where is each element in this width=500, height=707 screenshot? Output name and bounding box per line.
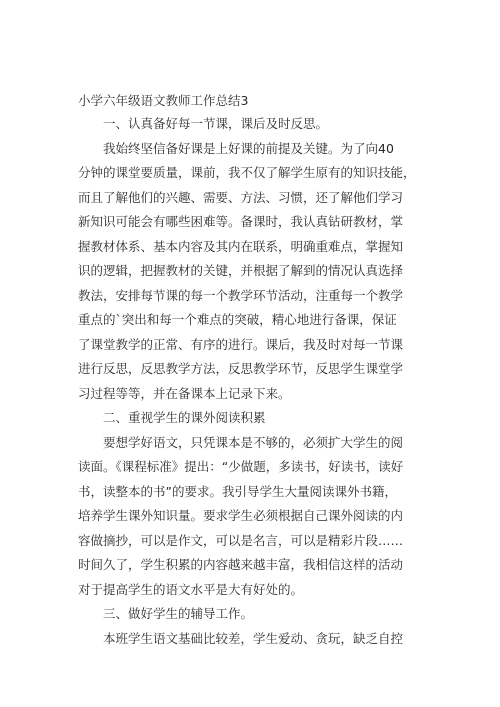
body-line: 容做摘抄，可以是作文，可以是名言，可以是精彩片段…… <box>78 532 404 548</box>
document-title: 小学六年级语文教师工作总结3 <box>78 93 249 108</box>
body-line: 分钟的课堂要质量，课前，我不仅了解学生原有的知识技能， <box>78 165 416 180</box>
body-line: 而且了解他们的兴趣、需要、方法、习惯，还了解他们学习 <box>78 189 404 205</box>
document-content <box>78 90 424 651</box>
body-line: 培养学生课外知识量。要求学生必须根据自己课外阅读的内 <box>78 508 404 523</box>
body-line: 一、认真备好每一节课，课后及时反思。 <box>103 116 329 131</box>
body-line: 我始终坚信备好课是上好课的前提及关键。为了向40 <box>103 140 394 156</box>
body-line: 识的逻辑，把握教材的关键，并根据了解到的情况认真选择 <box>78 263 404 278</box>
body-line: 三、做好学生的辅导工作。 <box>103 606 254 621</box>
body-line: 读面。《课程标准》提出：“少做题，多读书，好读书，读好 <box>78 459 404 474</box>
body-line: 重点的`突出和每一个难点的突破，精心地进行备课，保证 <box>78 312 397 327</box>
body-line: 握教材体系、基本内容及其内在联系，明确重难点，掌握知 <box>78 238 404 254</box>
body-line: 书，读整本的书”的要求。我引导学生大量阅读课外书籍， <box>78 483 397 499</box>
body-line: 新知识可能会有哪些困难等。备课时，我认真钻研教材，掌 <box>78 214 404 229</box>
body-line: 时间久了，学生积累的内容越来越丰富，我相信这样的活动 <box>78 557 404 572</box>
body-line: 了课堂教学的正常、有序的进行。课后，我及时对每一节课 <box>78 336 404 352</box>
body-line: 教法，安排每节课的每一个教学环节活动，注重每一个教学 <box>78 287 404 303</box>
body-line: 要想学好语文，只凭课本是不够的，必须扩大学生的阅 <box>103 434 404 450</box>
body-line: 对于提高学生的语文水平是大有好处的。 <box>78 581 304 597</box>
body-line: 二、重视学生的课外阅读积累 <box>103 410 266 425</box>
body-line: 本班学生语文基础比较差，学生爱动、贪玩，缺乏自控 <box>103 630 404 646</box>
body-line: 习过程等等，并在备课本上记录下来。 <box>78 385 291 401</box>
document-body <box>78 112 424 651</box>
body-line: 进行反思，反思教学方法，反思教学环节，反思学生课堂学 <box>78 361 404 376</box>
